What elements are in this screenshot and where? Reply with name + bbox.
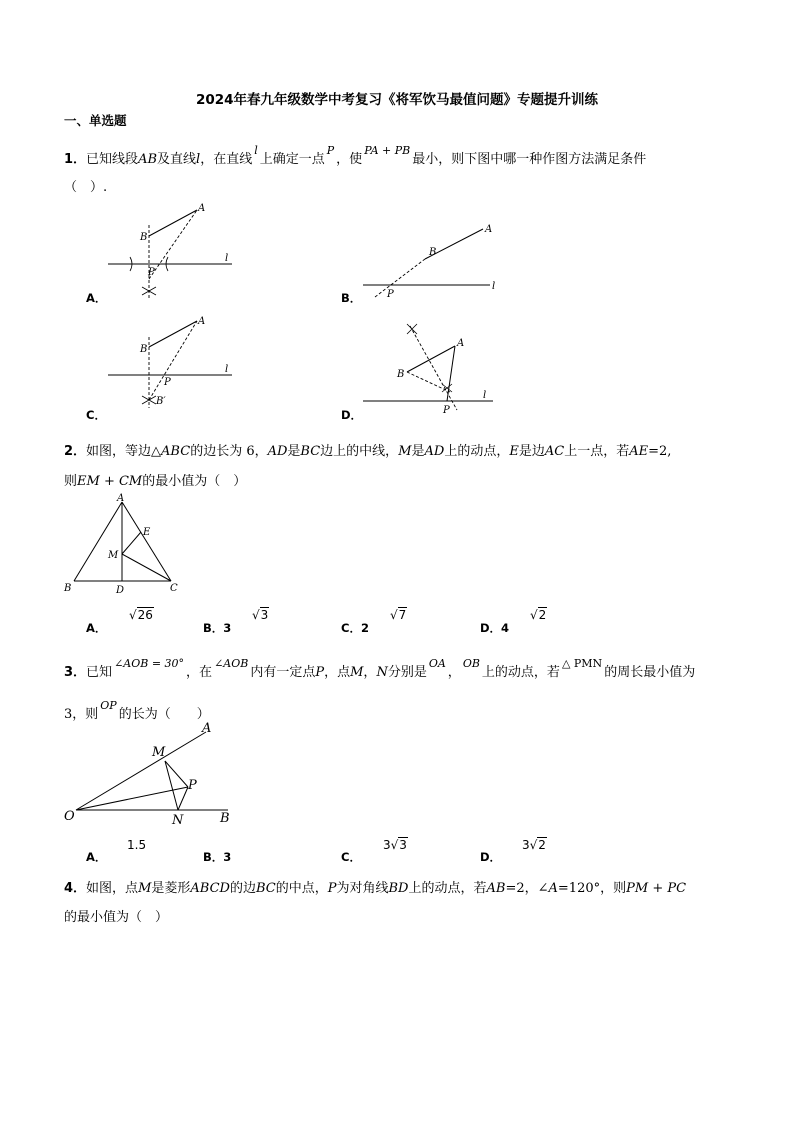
q2-option-b[interactable]: B．3 bbox=[203, 621, 232, 635]
q3-option-d-value: 3√2 bbox=[522, 838, 546, 852]
q3-option-c-value: 3√3 bbox=[383, 838, 407, 852]
q1c-label-l: l bbox=[225, 364, 229, 375]
q2-label-c: C bbox=[170, 583, 178, 594]
q3-option-d[interactable]: D． bbox=[480, 850, 502, 864]
page-title: 2024年春九年级数学中考复习《将军饮马最值问题》专题提升训练 bbox=[195, 92, 599, 108]
q2-label-e: E bbox=[143, 527, 151, 538]
q1c-label-b: B bbox=[140, 344, 148, 355]
q3-label-b: B bbox=[220, 811, 230, 826]
q2-label-b: B bbox=[64, 583, 72, 594]
q1-figure-b bbox=[355, 215, 505, 305]
q1b-label-b: B bbox=[429, 247, 437, 258]
q1d-label-b: B bbox=[397, 369, 405, 380]
q1-line-2: （ ）. bbox=[64, 180, 108, 195]
q1c-label-p: P bbox=[164, 377, 171, 388]
q1-figure-c bbox=[100, 312, 240, 412]
q3-option-a[interactable]: A． bbox=[86, 850, 107, 864]
q4-line-1: 4．如图，点M是菱形ABCD的边BC的中点，P为对角线BD上的动点，若AB=2，∠A=120°，则PM + PC bbox=[64, 881, 687, 896]
q1-figure-d bbox=[355, 318, 505, 416]
q1a-label-b: B bbox=[140, 232, 148, 243]
q2-option-d[interactable]: D．4 bbox=[480, 621, 510, 635]
q1b-label-l: l bbox=[492, 281, 496, 292]
q1-line-1: 1．已知线段AB及直线l，在直线$^l$上确定一点$^P$，使$^{PA + PB}$最小，则下图中哪一种作图方法满足条件 bbox=[64, 144, 647, 167]
q1a-label-l: l bbox=[225, 253, 229, 264]
q2-label-a: A bbox=[117, 493, 125, 504]
q2-option-c[interactable]: C．2 bbox=[341, 621, 369, 635]
q1-option-a[interactable]: A． bbox=[86, 291, 107, 305]
q2-option-a-value: √26 bbox=[129, 608, 153, 622]
q1c-label-bprime: B′ bbox=[156, 396, 166, 407]
q4-line-2: 的最小值为（ ） bbox=[64, 910, 169, 925]
q1d-label-p: P bbox=[443, 405, 450, 416]
q1b-label-p: P bbox=[387, 289, 394, 300]
q1-option-c[interactable]: C． bbox=[86, 408, 106, 422]
q1d-label-a: A bbox=[457, 338, 465, 349]
q2-option-a[interactable]: A． bbox=[86, 621, 107, 635]
q3-figure-angle bbox=[60, 718, 240, 830]
q3-option-b[interactable]: B．3 bbox=[203, 850, 232, 864]
q1-number: 1． bbox=[64, 152, 87, 167]
q3-line-1: 3．已知$^{\angle AOB = 30^\circ}$，在$^{\angle AOB}$内有一定点P，点M，N分别是$^{OA}$，$^{OB}$上的动点，若$^{\triangle PMN}$的周长最小值为 bbox=[64, 657, 696, 680]
q3-option-a-value: 1.5 bbox=[127, 838, 147, 852]
q2-label-d: D bbox=[116, 585, 125, 596]
q2-label-m: M bbox=[108, 550, 119, 561]
q4-number: 4． bbox=[64, 881, 87, 896]
q3-label-m: M bbox=[152, 745, 166, 760]
q2-option-b-value: √3 bbox=[252, 608, 269, 622]
q3-label-o: O bbox=[64, 809, 75, 824]
section-heading: 一、单选题 bbox=[64, 113, 127, 128]
q2-option-c-value: √7 bbox=[390, 608, 407, 622]
q3-label-p: P bbox=[188, 778, 197, 793]
q1-option-b[interactable]: B． bbox=[341, 291, 362, 305]
q1-option-d[interactable]: D． bbox=[341, 408, 363, 422]
q3-number: 3． bbox=[64, 665, 87, 680]
q2-line-2: 则EM + CM的最小值为（ ） bbox=[64, 474, 247, 489]
q2-figure-triangle bbox=[60, 492, 190, 596]
q1-figure-a bbox=[100, 195, 240, 307]
q3-label-n: N bbox=[172, 813, 184, 828]
q3-option-c[interactable]: C． bbox=[341, 850, 361, 864]
q1c-label-a: A bbox=[198, 316, 206, 327]
q1a-label-a: A bbox=[198, 203, 206, 214]
q1b-label-a: A bbox=[485, 224, 493, 235]
q2-option-d-value: √2 bbox=[530, 608, 547, 622]
q1d-label-l: l bbox=[483, 390, 487, 401]
q2-number: 2． bbox=[64, 444, 87, 459]
q3-line-2: 3，则$^{OP}$的长为（ ） bbox=[64, 699, 210, 722]
q2-line-1: 2．如图，等边△ABC的边长为 6，AD是BC边上的中线，M是AD上的动点，E是边AC上一点，若AE=2, bbox=[64, 444, 672, 459]
q1a-label-p: P bbox=[148, 267, 155, 278]
q3-label-a: A bbox=[202, 721, 212, 736]
